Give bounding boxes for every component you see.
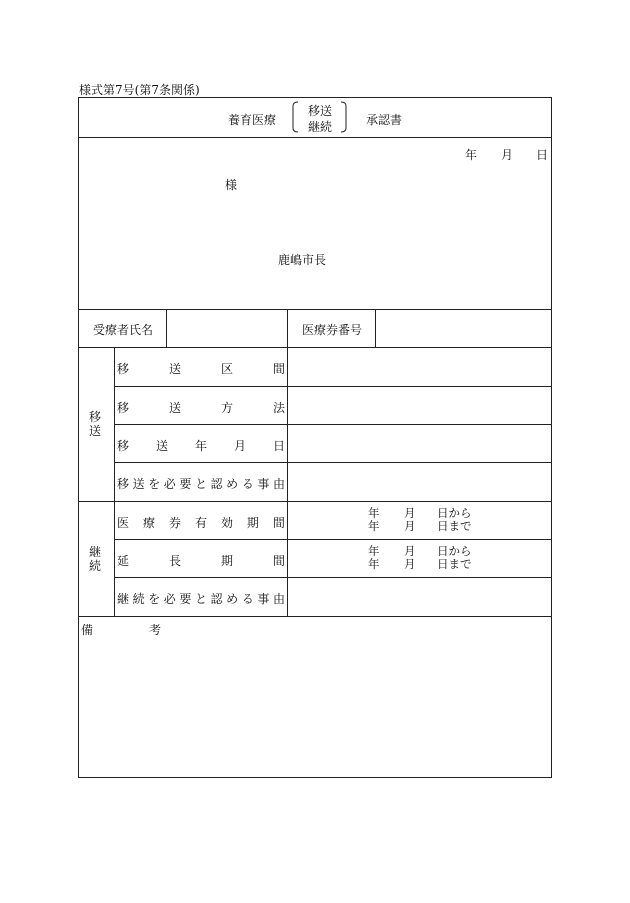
divider	[78, 616, 552, 617]
transfer-section-label: 移 送 区 間	[117, 362, 285, 376]
remarks-field[interactable]	[80, 638, 550, 776]
transfer-date-label: 移 送 年 月 日	[117, 439, 285, 453]
ticket-validity-label: 医 療 券 有 効 期 間	[117, 516, 285, 530]
right-brace	[340, 101, 348, 133]
divider	[375, 309, 376, 348]
continuation-group-label: 継 続	[88, 545, 101, 573]
transfer-reason-field[interactable]	[289, 464, 550, 500]
left-brace	[291, 101, 299, 133]
divider	[114, 462, 552, 463]
divider	[114, 577, 552, 578]
date-month: 月	[501, 148, 514, 162]
title-suffix: 承認書	[366, 113, 403, 127]
extension-period-label: 延 長 期 間	[117, 554, 285, 568]
divider	[114, 539, 552, 540]
divider	[114, 347, 115, 616]
ticket-number-label: 医療券番号	[302, 323, 363, 337]
addressee-suffix: 様	[225, 178, 238, 192]
continuation-reason-field[interactable]	[289, 579, 550, 615]
ticket-validity-period[interactable]: 年 月 日から 年 月 日まで	[368, 506, 472, 533]
divider	[78, 501, 552, 502]
divider	[287, 309, 288, 616]
date-year: 年	[465, 148, 478, 162]
title-option-continuation: 継続	[308, 120, 333, 134]
divider	[78, 347, 552, 348]
transfer-group-label: 移 送	[88, 410, 101, 438]
divider	[114, 386, 552, 387]
divider	[114, 424, 552, 425]
recipient-name-label: 受療者氏名	[93, 323, 154, 337]
divider	[78, 137, 552, 138]
remarks-label: 備 考	[81, 623, 161, 637]
transfer-method-field[interactable]	[289, 388, 550, 423]
title-prefix: 養育医療	[228, 113, 277, 127]
recipient-name-field[interactable]	[168, 311, 286, 346]
date-day: 日	[536, 148, 549, 162]
transfer-section-field[interactable]	[289, 349, 550, 385]
extension-period[interactable]: 年 月 日から 年 月 日まで	[368, 544, 472, 571]
ticket-number-field[interactable]	[377, 311, 550, 346]
divider	[78, 309, 552, 310]
title-option-transfer: 移送	[308, 104, 333, 118]
divider	[166, 309, 167, 348]
transfer-reason-label: 移 送 を 必 要 と 認 め る 事 由	[117, 477, 285, 491]
form-number-header: 様式第7号(第7条関係)	[79, 83, 200, 97]
issuer-name: 鹿嶋市長	[278, 253, 327, 267]
transfer-date-field[interactable]	[289, 426, 550, 461]
transfer-method-label: 移 送 方 法	[117, 401, 285, 415]
continuation-reason-label: 継 続 を 必 要 と 認 め る 事 由	[117, 592, 285, 606]
